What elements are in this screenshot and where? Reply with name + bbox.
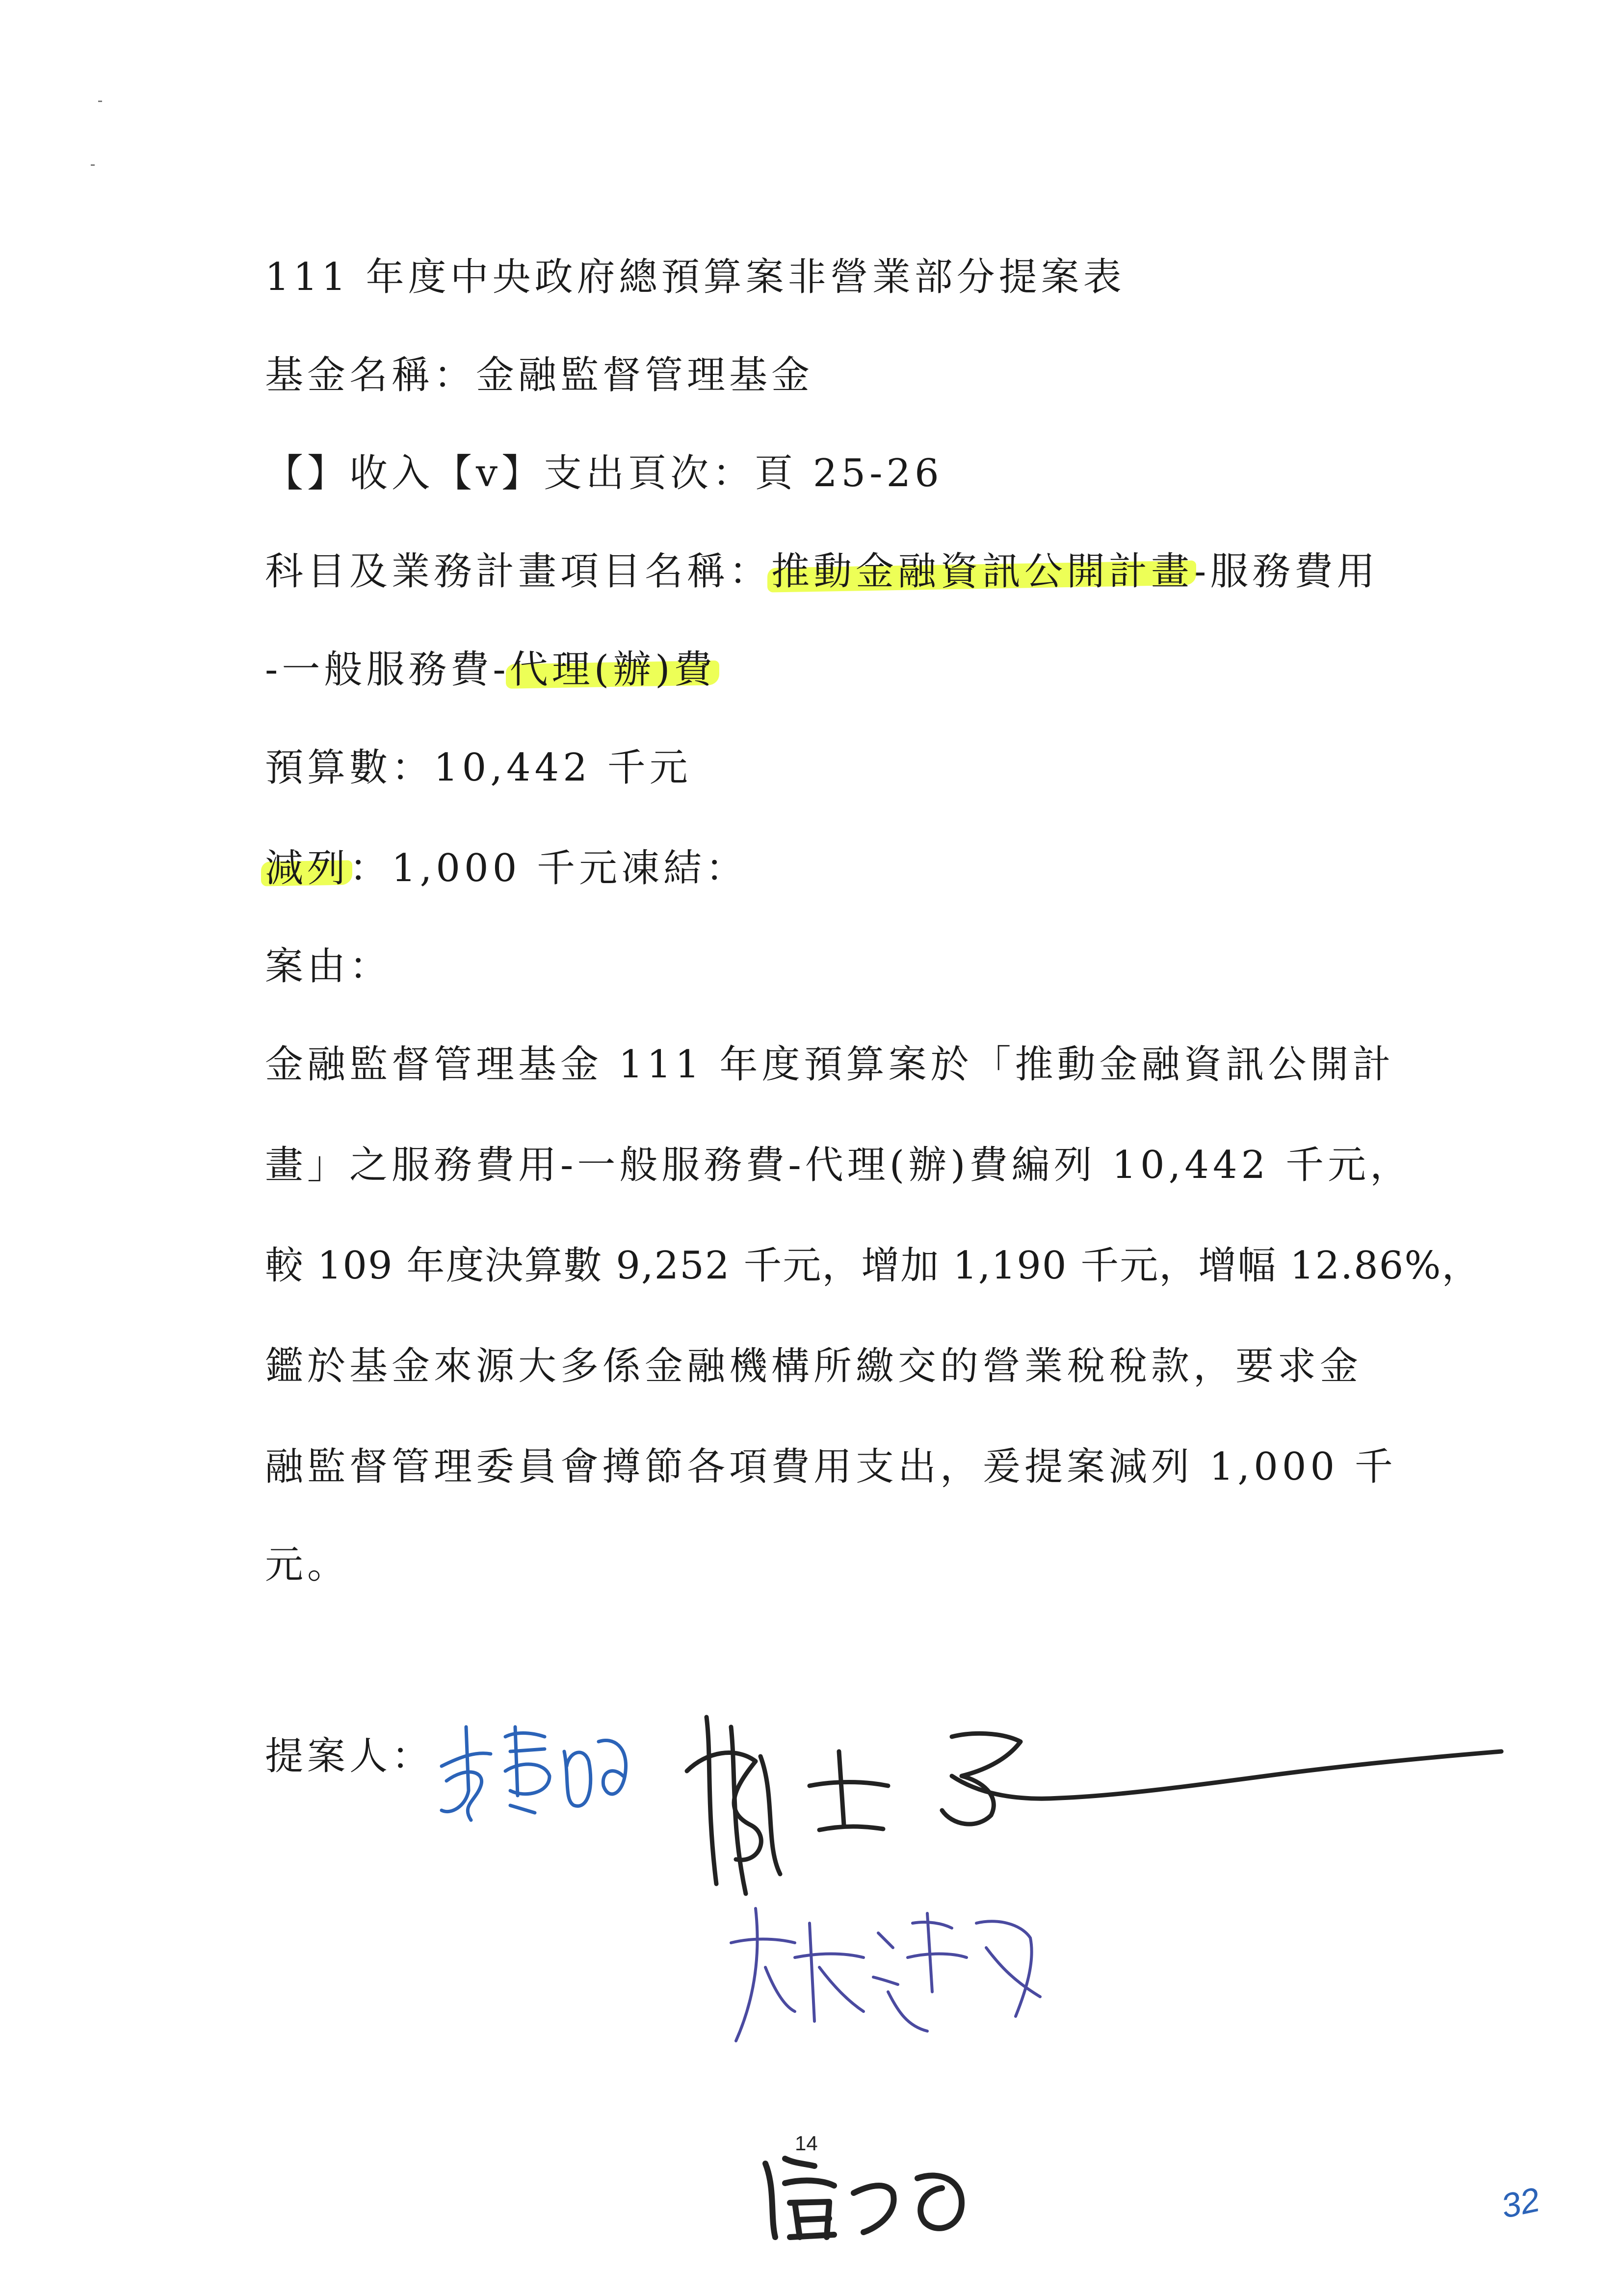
cut-highlight: 減列: [265, 846, 350, 890]
signature-purple: [721, 1894, 1055, 2056]
type-line: 【】收入【v】支出頁次：頁 25-26: [265, 451, 943, 496]
item-line-2: -一般服務費-代理(辦)費: [265, 648, 716, 692]
reason-line: 較 109 年度決算數 9,252 千元，增加 1,190 千元，增幅 12.86%，: [265, 1244, 1481, 1288]
signature-black: [677, 1697, 1511, 1913]
scan-mark: [91, 164, 95, 166]
signature-blue: [432, 1707, 638, 1835]
page-number: 14: [795, 2132, 818, 2155]
reason-line: 融監督管理委員會撙節各項費用支出，爰提案減列 1,000 千: [265, 1445, 1397, 1489]
fund-name-line: [265, 351, 813, 400]
budget-line: 預算數：10,442 千元: [265, 746, 692, 790]
signature-bottom: [756, 2144, 981, 2252]
reason-line: 金融監督管理基金 111 年度預算案於「推動金融資訊公開計: [265, 1043, 1395, 1087]
document-title: 111 年度中央政府總預算案非營業部分提案表: [265, 255, 1126, 299]
fund-name: 金融監督管理基金: [476, 353, 814, 397]
fund-name-label: 基金名稱：: [265, 353, 476, 397]
reason-label: 案由：: [265, 944, 392, 989]
reason-line: 元。: [265, 1543, 350, 1587]
cut-rest: ：1,000 千元凍結：: [349, 846, 748, 890]
corner-number: 32: [1497, 2180, 1544, 2226]
item-highlight: 推動金融資訊公開計畫: [771, 549, 1194, 594]
reason-line: 鑑於基金來源大多係金融機構所繳交的營業稅稅款，要求金: [265, 1344, 1362, 1388]
item-rest: -服務費用: [1193, 549, 1379, 594]
cut-line: [265, 844, 748, 893]
item-line: [265, 547, 1379, 596]
reason-line: 畫」之服務費用-一般服務費-代理(辦)費編列 10,442 千元，: [265, 1143, 1413, 1187]
proposer-label: 提案人：: [265, 1734, 434, 1778]
item-line2-highlight: 代理(辦)費: [509, 648, 716, 692]
scan-mark: [98, 101, 102, 102]
item-label: 科目及業務計畫項目名稱：: [265, 549, 772, 594]
